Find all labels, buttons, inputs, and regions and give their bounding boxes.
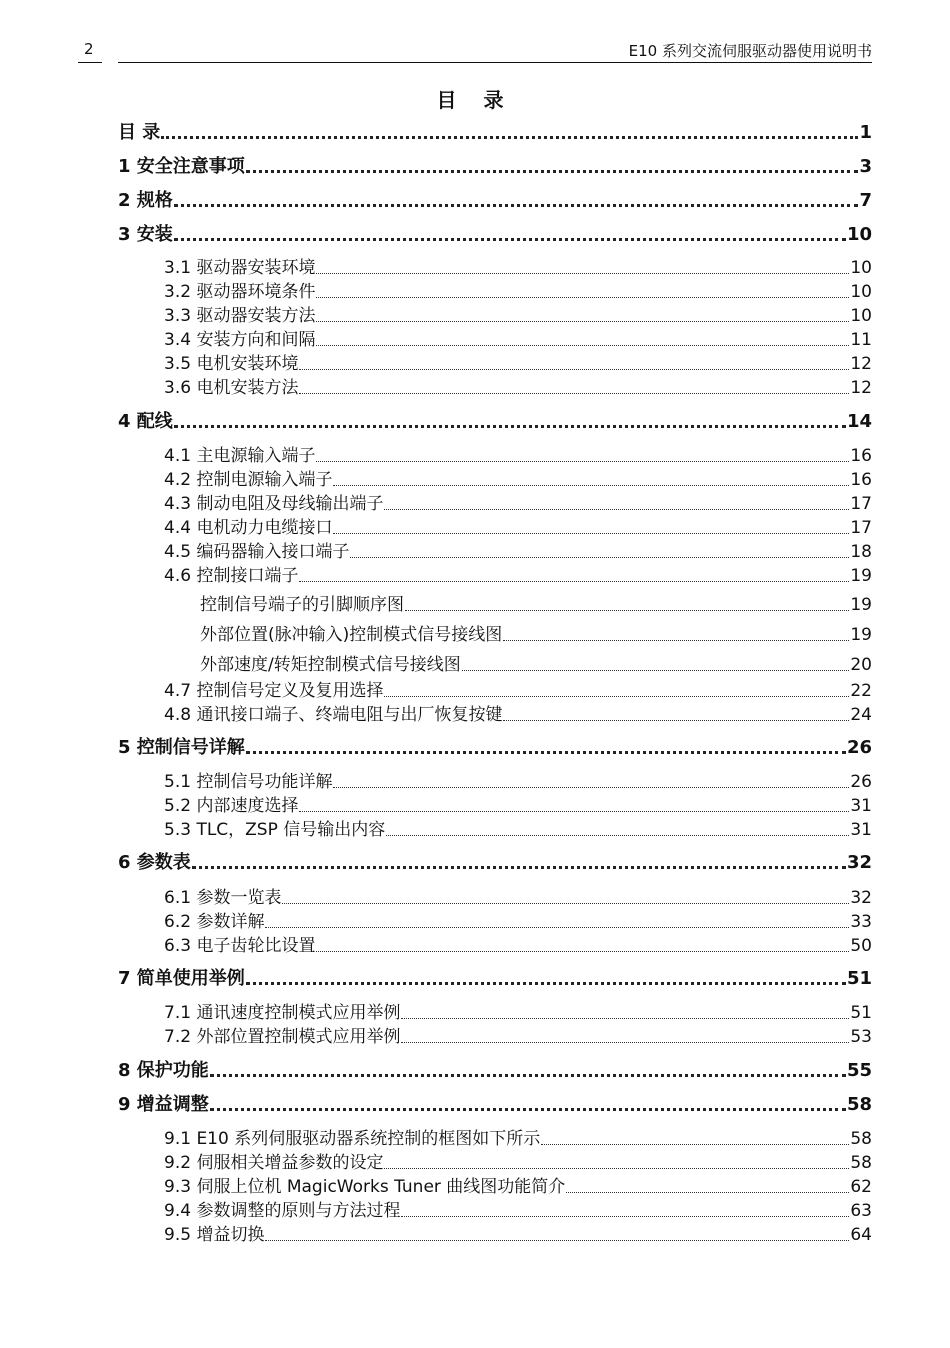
toc-entry[interactable] [164, 707, 872, 724]
page-number-rule [78, 62, 102, 63]
dot-leader [405, 610, 849, 611]
toc-entry-page: 58 [846, 1094, 872, 1115]
toc-entry[interactable] [164, 284, 872, 301]
dot-leader [316, 321, 849, 322]
toc-entry[interactable] [164, 914, 872, 931]
toc-entry-page: 19 [850, 566, 872, 586]
toc-entry-label: 5 控制信号详解 [118, 737, 245, 758]
toc-entry-label: 4.3 制动电阻及母线输出端子 [164, 494, 384, 514]
dot-leader [503, 640, 849, 641]
toc-entry-label: 7.1 通讯速度控制模式应用举例 [164, 1003, 401, 1023]
dot-leader [210, 1074, 846, 1077]
toc-entry[interactable] [164, 260, 872, 277]
dot-leader [299, 369, 849, 370]
dot-leader [299, 811, 849, 812]
toc-entry-page: 63 [850, 1201, 872, 1221]
toc-entry-page: 64 [850, 1225, 872, 1245]
toc-entry[interactable] [164, 332, 872, 349]
dot-leader [316, 345, 849, 346]
toc-entry[interactable] [118, 970, 872, 988]
toc-entry-label: 3.5 电机安装环境 [164, 354, 299, 374]
toc-entry[interactable] [164, 448, 872, 465]
toc-entry-label: 5.2 内部速度选择 [164, 796, 299, 816]
toc-entry[interactable] [118, 192, 872, 210]
toc-entry-label: 3.3 驱动器安装方法 [164, 306, 316, 326]
toc-entry-page: 51 [850, 1003, 872, 1023]
dot-leader [384, 696, 849, 697]
toc-entry-label: 3.4 安装方向和间隔 [164, 330, 316, 350]
toc-entry-label: 9.2 伺服相关增益参数的设定 [164, 1153, 384, 1173]
toc-entry-label: 6 参数表 [118, 852, 191, 873]
dot-leader [282, 903, 849, 904]
toc-entry-label: 6.1 参数一览表 [164, 888, 282, 908]
toc-entry[interactable] [164, 380, 872, 397]
dot-leader [401, 1018, 849, 1019]
dot-leader [333, 787, 849, 788]
toc-entry-label: 4.1 主电源输入端子 [164, 446, 316, 466]
toc-entry-page: 26 [850, 772, 872, 792]
dot-leader [174, 238, 846, 241]
toc-entry[interactable] [118, 158, 872, 176]
toc-entry[interactable] [118, 413, 872, 431]
toc-entry-label: 5.1 控制信号功能详解 [164, 772, 333, 792]
toc-entry[interactable] [118, 1062, 872, 1080]
toc-entry[interactable] [118, 854, 872, 872]
dot-leader [265, 927, 849, 928]
toc-entry-page: 62 [850, 1177, 872, 1197]
toc-entry-page: 32 [850, 888, 872, 908]
dot-leader [333, 485, 849, 486]
toc-entry-page: 14 [846, 411, 872, 432]
toc-entry[interactable] [164, 822, 872, 839]
toc-entry-page: 10 [846, 224, 872, 245]
header-rule [118, 62, 872, 63]
toc-entry-page: 58 [850, 1129, 872, 1149]
toc-entry-label: 6.3 电子齿轮比设置 [164, 936, 316, 956]
toc-entry[interactable] [164, 1131, 872, 1148]
toc-entry-page: 16 [850, 446, 872, 466]
toc-entry[interactable] [164, 520, 872, 537]
toc-entry-label: 2 规格 [118, 190, 173, 211]
toc-entry-page: 10 [850, 282, 872, 302]
toc-entry-label: 9.5 增益切换 [164, 1225, 265, 1245]
toc-entry[interactable] [200, 597, 872, 614]
toc-entry[interactable] [164, 774, 872, 791]
toc-entry-label: 4.5 编码器输入接口端子 [164, 542, 350, 562]
toc-entry-page: 22 [850, 681, 872, 701]
toc-entry-label: 外部位置(脉冲输入)控制模式信号接线图 [200, 625, 503, 645]
toc-entry-page: 16 [850, 470, 872, 490]
toc-entry-label: 7.2 外部位置控制模式应用举例 [164, 1027, 401, 1047]
page-number: 2 [84, 40, 94, 58]
toc-entry-page: 31 [850, 820, 872, 840]
toc-entry-page: 1 [859, 122, 872, 143]
dot-leader [384, 1168, 849, 1169]
dot-leader [299, 393, 849, 394]
toc-entry-label: 4.8 通讯接口端子、终端电阻与出厂恢复按键 [164, 705, 503, 725]
toc-entry-label: 外部速度/转矩控制模式信号接线图 [200, 655, 461, 675]
toc-entry[interactable] [164, 472, 872, 489]
toc-entry-page: 24 [850, 705, 872, 725]
toc-entry[interactable] [164, 1155, 872, 1172]
toc-entry-page: 33 [850, 912, 872, 932]
toc-entry-page: 12 [850, 354, 872, 374]
toc-entry-page: 10 [850, 306, 872, 326]
toc-entry-page: 31 [850, 796, 872, 816]
toc-entry-label: 7 简单使用举例 [118, 968, 245, 989]
toc-entry-label: 5.3 TLC，ZSP 信号输出内容 [164, 820, 386, 840]
toc-entry-page: 26 [846, 737, 872, 758]
dot-leader [333, 533, 849, 534]
toc-entry-label: 4.7 控制信号定义及复用选择 [164, 681, 384, 701]
toc-entry-page: 53 [850, 1027, 872, 1047]
toc-entry-label: 9.3 伺服上位机 MagicWorks Tuner 曲线图功能简介 [164, 1177, 566, 1197]
dot-leader [246, 751, 846, 754]
dot-leader [316, 951, 849, 952]
toc-entry-page: 20 [850, 655, 872, 675]
toc-entry[interactable] [164, 1005, 872, 1022]
toc-entry[interactable] [164, 1179, 872, 1196]
dot-leader [541, 1144, 849, 1145]
toc-entry-page: 11 [850, 330, 872, 350]
toc-entry[interactable] [118, 124, 872, 142]
dot-leader [174, 425, 846, 428]
dot-leader [462, 670, 850, 671]
toc-entry-label: 9.4 参数调整的原则与方法过程 [164, 1201, 401, 1221]
dot-leader [401, 1042, 849, 1043]
dot-leader [401, 1216, 849, 1217]
toc-entry-label: 3.1 驱动器安装环境 [164, 258, 316, 278]
dot-leader [316, 297, 849, 298]
dot-leader [192, 866, 846, 869]
toc-entry[interactable] [200, 627, 872, 644]
toc-entry-page: 10 [850, 258, 872, 278]
dot-leader [246, 170, 859, 173]
toc-entry-label: 目 录 [118, 122, 161, 143]
toc-entry-page: 17 [850, 518, 872, 538]
dot-leader [350, 557, 849, 558]
toc-entry-label: 4.2 控制电源输入端子 [164, 470, 333, 490]
toc-entry[interactable] [118, 1096, 872, 1114]
toc-entry-label: 3 安装 [118, 224, 173, 245]
toc-entry-label: 4.4 电机动力电缆接口 [164, 518, 333, 538]
dot-leader [503, 720, 849, 721]
toc-entry[interactable] [164, 568, 872, 585]
dot-leader [246, 982, 846, 985]
dot-leader [210, 1108, 846, 1111]
document-title: E10 系列交流伺服驱动器使用说明书 [628, 42, 872, 60]
toc-entry-page: 7 [859, 190, 872, 211]
toc-entry-label: 9.1 E10 系列伺服驱动器系统控制的框图如下所示 [164, 1129, 541, 1149]
toc-entry[interactable] [164, 308, 872, 325]
toc-entry-page: 3 [859, 156, 872, 177]
dot-leader [265, 1240, 849, 1241]
toc-entry-label: 3.2 驱动器环境条件 [164, 282, 316, 302]
toc-entry[interactable] [164, 356, 872, 373]
toc-entry[interactable] [118, 739, 872, 757]
toc-entry[interactable] [164, 890, 872, 907]
toc-entry[interactable] [164, 1203, 872, 1220]
dot-leader [316, 273, 849, 274]
toc-entry[interactable] [164, 683, 872, 700]
toc-entry[interactable] [164, 798, 872, 815]
toc-entry-label: 8 保护功能 [118, 1060, 209, 1081]
toc-entry-label: 9 增益调整 [118, 1094, 209, 1115]
toc-entry[interactable] [118, 226, 872, 244]
dot-leader [174, 204, 859, 207]
toc-entry-page: 55 [846, 1060, 872, 1081]
toc-entry-label: 控制信号端子的引脚顺序图 [200, 595, 404, 615]
toc-entry-page: 51 [846, 968, 872, 989]
dot-leader [566, 1192, 849, 1193]
dot-leader [384, 509, 849, 510]
toc-entry[interactable] [200, 657, 872, 674]
toc-entry-label: 4 配线 [118, 411, 173, 432]
toc-entry-page: 17 [850, 494, 872, 514]
toc-entry-label: 1 安全注意事项 [118, 156, 245, 177]
toc-entry[interactable] [164, 496, 872, 513]
toc-entry[interactable] [164, 1227, 872, 1244]
toc-entry[interactable] [164, 544, 872, 561]
toc-entry-page: 19 [850, 595, 872, 615]
dot-leader [299, 581, 849, 582]
dot-leader [161, 136, 858, 139]
toc-entry-page: 32 [846, 852, 872, 873]
dot-leader [386, 835, 849, 836]
toc-entry-label: 6.2 参数详解 [164, 912, 265, 932]
toc-heading: 目 录 [436, 88, 514, 112]
toc-entry-page: 12 [850, 378, 872, 398]
toc-entry[interactable] [164, 938, 872, 955]
toc-entry-page: 50 [850, 936, 872, 956]
dot-leader [316, 461, 849, 462]
toc-entry-label: 3.6 电机安装方法 [164, 378, 299, 398]
toc-entry[interactable] [164, 1029, 872, 1046]
toc-entry-page: 58 [850, 1153, 872, 1173]
toc-entry-page: 19 [850, 625, 872, 645]
toc-entry-label: 4.6 控制接口端子 [164, 566, 299, 586]
toc-entry-page: 18 [850, 542, 872, 562]
